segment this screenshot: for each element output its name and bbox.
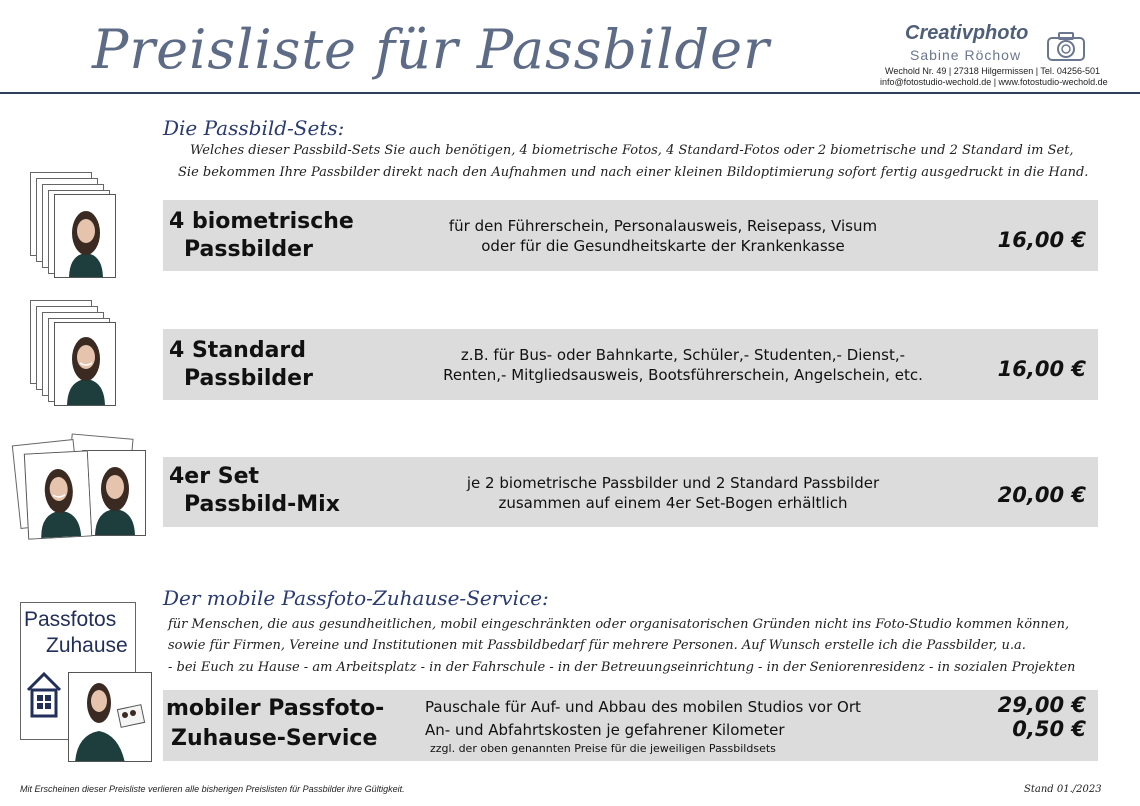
- row-price: 20,00 €: [997, 483, 1086, 507]
- header-divider: [0, 92, 1140, 94]
- row-desc-line1: für den Führerschein, Personalausweis, Reisepass, Visum: [448, 217, 878, 235]
- row-desc-line2: zusammen auf einem 4er Set-Bogen erhältlich: [498, 494, 848, 512]
- portrait-photo: [54, 322, 116, 406]
- badge-line1: Passfotos: [24, 608, 117, 631]
- row-name-line1: 4er Set: [169, 464, 260, 489]
- page-title: Preisliste für Passbilder: [92, 18, 770, 81]
- mobile-desc-line2: An- und Abfahrtskosten je gefahrener Kilometer: [425, 721, 785, 739]
- price-row-biometric: [163, 200, 1098, 271]
- sets-intro-line2: Sie bekommen Ihre Passbilder direkt nach den Aufnahmen und nach einer kleinen Bildoptimierung sofort fertig ausgedruckt in die Hand.: [178, 165, 1089, 180]
- row-name-line1: 4 Standard: [169, 338, 307, 363]
- mobile-desc-line1: Pauschale für Auf- und Abbau des mobilen Studios vor Ort: [425, 698, 861, 716]
- row-desc-line1: z.B. für Bus- oder Bahnkarte, Schüler,- Studenten,- Dienst,-: [460, 346, 906, 364]
- row-name-line2: Passbild-Mix: [184, 492, 340, 517]
- contact-address: Wechold Nr. 49 | 27318 Hilgermissen | Tel. 04256-501: [885, 66, 1100, 76]
- mobile-para-line1: für Menschen, die aus gesundheitlichen, mobil eingeschränkten oder organisatorischen Gründen nicht ins Foto-Studio kommen können,: [168, 617, 1070, 632]
- portrait-photo: [54, 194, 116, 278]
- mobile-price-km: 0,50 €: [1012, 717, 1086, 741]
- brand-owner: Sabine Röchow: [910, 47, 1022, 63]
- price-row-standard: [163, 329, 1098, 400]
- sets-heading: Die Passbild-Sets:: [163, 116, 345, 140]
- contact-web: info@fotostudio-wechold.de | www.fotostudio-wechold.de: [880, 77, 1108, 87]
- sets-intro-line1: Welches dieser Passbild-Sets Sie auch benötigen, 4 biometrische Fotos, 4 Standard-Fotos oder 2 biometrische und 2 Standard im Set,: [190, 143, 1074, 158]
- row-name-line1: mobiler Passfoto-: [166, 696, 385, 721]
- house-icon: [24, 668, 64, 720]
- mobile-para-line3: - bei Euch zu Hause - am Arbeitsplatz - in der Fahrschule - in der Betreuungseinrichtung - in der Seniorenresidenz - in sozialen Projekten: [168, 660, 1076, 675]
- row-desc-line2: Renten,- Mitgliedsausweis, Bootsführerschein, Angelschein, etc.: [443, 366, 923, 384]
- footer-note: Mit Erscheinen dieser Preisliste verlieren alle bisherigen Preislisten für Passbilder ihre Gültigkeit.: [20, 784, 405, 794]
- row-name-line2: Passbilder: [184, 366, 313, 391]
- mobile-desc-line3: zzgl. der oben genannten Preise für die jeweiligen Passbildsets: [430, 742, 776, 755]
- footer-stand: Stand 01./2023: [1024, 784, 1102, 795]
- camera-icon: [1046, 30, 1086, 62]
- mobile-para-line2: sowie für Firmen, Vereine und Institutionen mit Passbildbedarf für mehrere Personen. Auf Wunsch erstelle ich die Passbilder, u.a.: [168, 638, 1026, 653]
- row-desc-line1: je 2 biometrische Passbilder und 2 Standard Passbilder: [466, 474, 880, 492]
- mobile-price-flat: 29,00 €: [997, 693, 1086, 717]
- portrait-photo: [24, 450, 92, 539]
- portrait-photo: [82, 450, 146, 536]
- price-row-mix: [163, 457, 1098, 527]
- row-price: 16,00 €: [997, 228, 1086, 252]
- row-name-line2: Passbilder: [184, 237, 313, 262]
- brand-name: Creativphoto: [905, 22, 1029, 44]
- row-price: 16,00 €: [997, 357, 1086, 381]
- row-name-line2: Zuhause-Service: [171, 726, 378, 751]
- row-desc-line2: oder für die Gesundheitskarte der Krankenkasse: [481, 237, 845, 255]
- mobile-service-photo: [68, 672, 152, 762]
- badge-line2: Zuhause: [46, 634, 128, 657]
- price-row-mobile: [163, 690, 1098, 761]
- row-name-line1: 4 biometrische: [169, 209, 354, 234]
- mobile-heading: Der mobile Passfoto-Zuhause-Service:: [163, 586, 549, 610]
